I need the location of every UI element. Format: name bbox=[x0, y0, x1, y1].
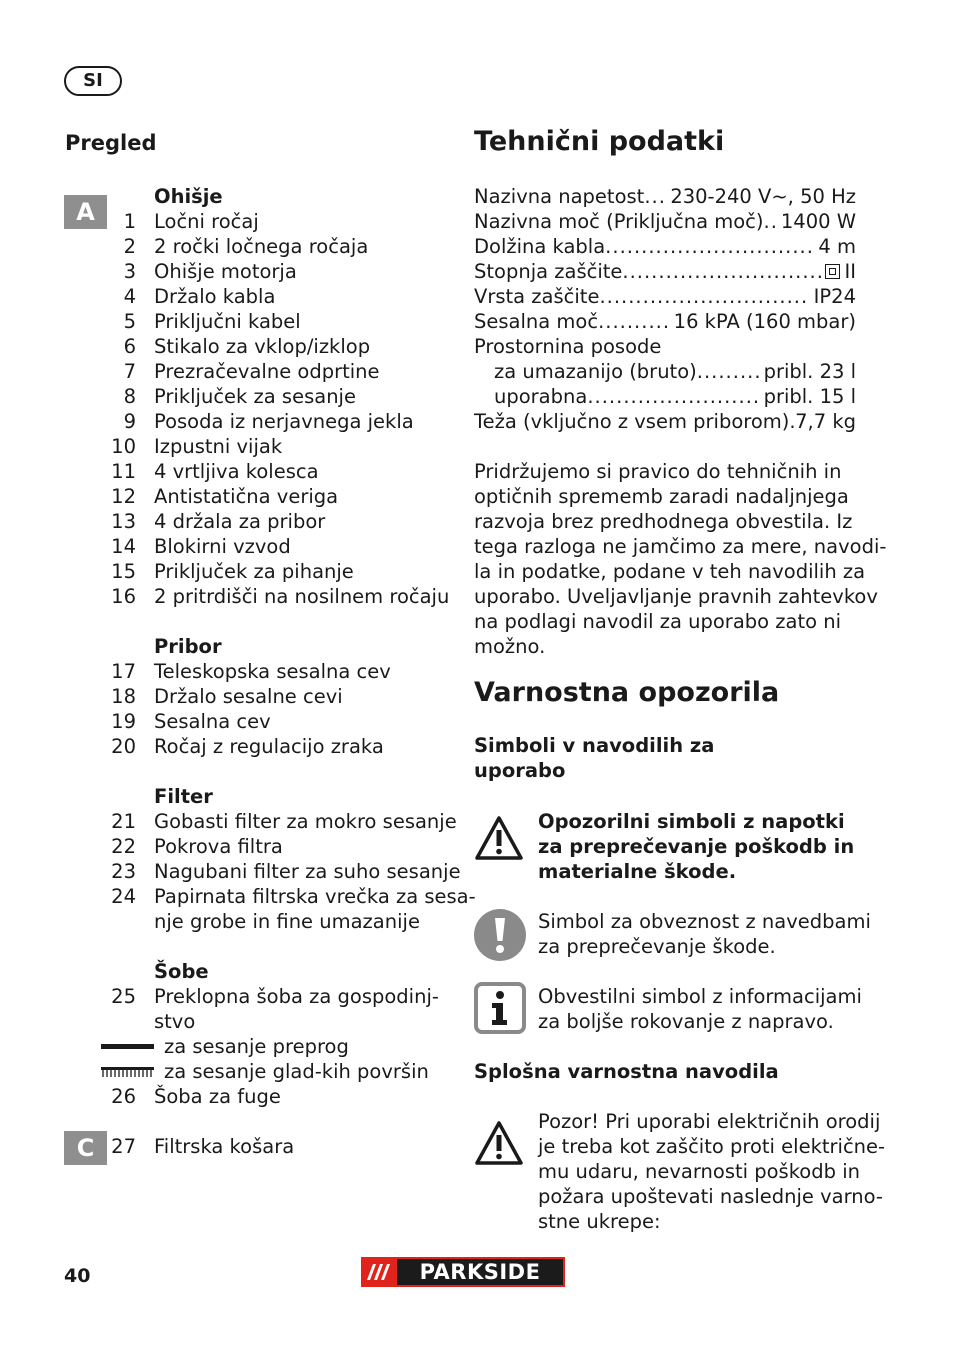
spec-label: Nazivna moč (Priključna moč) bbox=[474, 210, 764, 233]
item-text: Šoba za fuge bbox=[154, 1085, 281, 1108]
general-safety-block bbox=[474, 1109, 886, 1234]
leader-dots bbox=[644, 184, 665, 209]
info-symbol-block bbox=[474, 984, 862, 1038]
list-item bbox=[100, 384, 450, 409]
item-text: Nagubani filter za suho sesanje bbox=[154, 860, 461, 883]
disclaimer-paragraph bbox=[474, 459, 887, 659]
item-number: 6 bbox=[123, 335, 136, 358]
item-text: 2 pritrdišči na nosilnem ročaju bbox=[154, 585, 450, 608]
item-number: 20 bbox=[111, 735, 136, 758]
text-line: stne ukrepe: bbox=[538, 1210, 661, 1233]
item-number: 12 bbox=[111, 485, 136, 508]
item-text: Držalo kabla bbox=[154, 285, 276, 308]
spec-value: II bbox=[844, 260, 856, 283]
warning-symbol-block bbox=[474, 809, 856, 884]
item-number: 2 bbox=[123, 235, 136, 258]
item-text: Posoda iz nerjavnega jekla bbox=[154, 410, 414, 433]
spec-value: pribl. 15 l bbox=[763, 385, 856, 408]
exclamation-circle-icon bbox=[474, 909, 526, 961]
list-item bbox=[100, 984, 450, 1009]
list-item bbox=[100, 884, 476, 909]
item-number: 14 bbox=[111, 535, 136, 558]
list-item bbox=[100, 534, 450, 559]
item-text: Držalo sesalne cevi bbox=[154, 685, 343, 708]
item-number: 13 bbox=[111, 510, 136, 533]
spec-row bbox=[474, 234, 856, 259]
carpet-mode-row bbox=[100, 1034, 450, 1059]
item-number: 5 bbox=[123, 310, 136, 333]
disclaimer-line: na podlagi navodil za uporabo zato ni bbox=[474, 610, 842, 633]
spec-value: 16 kPA (160 mbar) bbox=[673, 310, 856, 333]
list-item bbox=[100, 859, 461, 884]
item-number: 23 bbox=[111, 860, 136, 883]
info-icon bbox=[474, 982, 526, 1034]
item-text: Priključek za sesanje bbox=[154, 385, 356, 408]
disclaimer-line: optičnih sprememb zaradi nadaljnjega bbox=[474, 485, 849, 508]
spec-label: za umazanijo (bruto) bbox=[494, 360, 697, 383]
item-number: 19 bbox=[111, 710, 136, 733]
protection-class-ii-icon bbox=[825, 264, 840, 279]
item-number: 8 bbox=[123, 385, 136, 408]
list-item-continuation: stvo bbox=[154, 1010, 196, 1033]
leader-dots bbox=[622, 259, 823, 284]
spec-row bbox=[474, 184, 856, 209]
brand-logo bbox=[361, 1257, 565, 1287]
item-text: Antistatična veriga bbox=[154, 485, 339, 508]
spec-label: Sesalna moč bbox=[474, 310, 599, 333]
item-text: Papirnata filtrska vrečka za sesa- bbox=[154, 885, 476, 908]
text-line: požara upoštevati naslednje varno- bbox=[538, 1185, 883, 1208]
symbols-subtitle bbox=[474, 733, 856, 783]
spec-row bbox=[474, 259, 856, 284]
list-item bbox=[100, 484, 450, 509]
symbols-subtitle-line: uporabo bbox=[474, 759, 566, 782]
disclaimer-line: tega razloga ne jamčimo za mere, navodi- bbox=[474, 535, 887, 558]
item-number: 15 bbox=[111, 560, 136, 583]
leader-dots bbox=[587, 384, 758, 409]
item-text: Teleskopska sesalna cev bbox=[154, 660, 391, 683]
leader-dots bbox=[598, 309, 669, 334]
list-item bbox=[100, 584, 450, 609]
spec-value: 4 m bbox=[818, 235, 856, 258]
text-line: za preprečevanje škode. bbox=[538, 935, 776, 958]
disclaimer-line: možno. bbox=[474, 635, 546, 658]
spec-label: uporabna bbox=[494, 385, 588, 408]
item-text: Filtrska košara bbox=[154, 1135, 295, 1158]
section-badge-a: A bbox=[64, 195, 107, 229]
item-number: 1 bbox=[123, 210, 136, 233]
symbols-subtitle-line: Simboli v navodilih za bbox=[474, 734, 715, 757]
list-item bbox=[100, 259, 450, 284]
spec-value: pribl. 23 l bbox=[763, 360, 856, 383]
spec-label: Stopnja zaščite bbox=[474, 260, 623, 283]
list-item bbox=[100, 509, 450, 534]
spec-row bbox=[474, 409, 856, 434]
item-number: 26 bbox=[111, 1085, 136, 1108]
warning-symbol-text bbox=[538, 809, 856, 884]
overview-heading: Pregled bbox=[65, 131, 157, 155]
list-item bbox=[100, 709, 450, 734]
spec-row bbox=[474, 359, 856, 384]
item-text: Ohišje motorja bbox=[154, 260, 297, 283]
tech-spec-table bbox=[474, 184, 856, 434]
leader-dots bbox=[697, 359, 759, 384]
spec-value: 1400 W bbox=[780, 210, 856, 233]
logo-stripes-icon bbox=[361, 1257, 397, 1287]
section-badge-c: C bbox=[64, 1131, 107, 1165]
list-item bbox=[100, 834, 450, 859]
spec-label: Vrsta zaščite bbox=[474, 285, 600, 308]
carpet-mode-label: za sesanje preprog bbox=[164, 1035, 349, 1058]
item-number: 25 bbox=[111, 985, 136, 1008]
info-symbol-text bbox=[538, 984, 862, 1038]
text-line: Obvestilni simbol z informacijami bbox=[538, 985, 862, 1008]
text-line: materialne škode. bbox=[538, 860, 737, 883]
list-item bbox=[100, 359, 450, 384]
item-text: Prezračevalne odprtine bbox=[154, 360, 380, 383]
list-item bbox=[100, 309, 450, 334]
mandatory-symbol-text bbox=[538, 909, 871, 965]
item-number: 3 bbox=[123, 260, 136, 283]
spec-label: Teža (vključno z vsem priborom) bbox=[474, 410, 790, 433]
logo-text: PARKSIDE bbox=[397, 1259, 563, 1285]
carpet-mode-icon bbox=[101, 1044, 154, 1049]
smooth-floor-mode-row bbox=[100, 1059, 450, 1084]
list-item bbox=[100, 209, 450, 234]
list-item bbox=[100, 1134, 450, 1159]
list-item bbox=[100, 459, 450, 484]
general-safety-subtitle: Splošna varnostna navodila bbox=[474, 1060, 779, 1083]
item-text: Izpustni vijak bbox=[154, 435, 283, 458]
text-line: je treba kot zaščito proti električne- bbox=[538, 1135, 886, 1158]
spec-row bbox=[474, 309, 856, 334]
spec-label: Dolžina kabla bbox=[474, 235, 606, 258]
item-number: 24 bbox=[111, 885, 136, 908]
warning-triangle-icon bbox=[474, 1120, 524, 1166]
disclaimer-line: razvoja brez predhodnega obvestila. Iz bbox=[474, 510, 853, 533]
disclaimer-line: Pridržujemo si pravico do tehničnih in bbox=[474, 460, 842, 483]
item-text: Blokirni vzvod bbox=[154, 535, 291, 558]
disclaimer-line: la in podatke, podane v teh navodilih za bbox=[474, 560, 866, 583]
group-title-nozzles: Šobe bbox=[154, 960, 209, 983]
list-item bbox=[100, 684, 450, 709]
item-text: Ročaj z regulacijo zraka bbox=[154, 735, 384, 758]
item-number: 21 bbox=[111, 810, 136, 833]
list-item bbox=[100, 659, 450, 684]
tech-data-title: Tehnični podatki bbox=[474, 126, 725, 157]
text-line: Opozorilni simboli z napotki bbox=[538, 810, 845, 833]
text-line: Simbol za obveznost z navedbami bbox=[538, 910, 871, 933]
spec-label: Nazivna napetost bbox=[474, 185, 645, 208]
list-item bbox=[100, 734, 450, 759]
item-text: Gobasti filter za mokro sesanje bbox=[154, 810, 457, 833]
list-item bbox=[100, 234, 450, 259]
item-text: Pokrova filtra bbox=[154, 835, 283, 858]
safety-warnings-title: Varnostna opozorila bbox=[474, 677, 780, 708]
spec-row bbox=[474, 384, 856, 409]
volume-label: Prostornina posode bbox=[474, 335, 662, 358]
item-number: 4 bbox=[123, 285, 136, 308]
leader-dots bbox=[605, 234, 813, 259]
text-line: Pozor! Pri uporabi električnih orodij bbox=[538, 1110, 881, 1133]
group-title-filter: Filter bbox=[154, 785, 213, 808]
spec-value: 230-240 V~, 50 Hz bbox=[670, 185, 856, 208]
item-text: Priključek za pihanje bbox=[154, 560, 354, 583]
text-line: mu udaru, nevarnosti poškodb in bbox=[538, 1160, 860, 1183]
item-number: 27 bbox=[111, 1135, 136, 1158]
warning-triangle-icon bbox=[474, 815, 524, 861]
mandatory-symbol-block bbox=[474, 909, 871, 965]
leader-dots bbox=[764, 209, 776, 234]
item-text: Ločni ročaj bbox=[154, 210, 259, 233]
group-title-accessories: Pribor bbox=[154, 635, 222, 658]
item-text: Sesalna cev bbox=[154, 710, 271, 733]
smooth-floor-mode-label: za sesanje glad-kih površin bbox=[164, 1060, 429, 1083]
spec-value: 7,7 kg bbox=[795, 410, 856, 433]
item-number: 10 bbox=[111, 435, 136, 458]
item-number: 11 bbox=[111, 460, 136, 483]
spec-row bbox=[474, 209, 856, 234]
text-line: za boljše rokovanje z napravo. bbox=[538, 1010, 834, 1033]
item-text: 4 vrtljiva kolesca bbox=[154, 460, 319, 483]
item-text: Priključni kabel bbox=[154, 310, 301, 333]
list-item bbox=[100, 1084, 450, 1109]
text-line: za preprečevanje poškodb in bbox=[538, 835, 855, 858]
group-title-housing: Ohišje bbox=[154, 185, 223, 208]
item-number: 9 bbox=[123, 410, 136, 433]
language-badge: SI bbox=[64, 66, 122, 96]
item-text: 2 ročki ločnega ročaja bbox=[154, 235, 369, 258]
item-text: Preklopna šoba za gospodinj- bbox=[154, 985, 439, 1008]
page-number: 40 bbox=[64, 1265, 91, 1287]
brush-bristles-icon bbox=[101, 1067, 154, 1077]
spec-value: IP24 bbox=[813, 285, 856, 308]
spec-row bbox=[474, 334, 856, 359]
list-item bbox=[100, 409, 450, 434]
list-item-continuation: nje grobe in fine umazanije bbox=[154, 910, 420, 933]
list-item bbox=[100, 559, 450, 584]
item-text: 4 držala za pribor bbox=[154, 510, 326, 533]
item-number: 16 bbox=[111, 585, 136, 608]
list-item bbox=[100, 284, 450, 309]
list-item bbox=[100, 334, 450, 359]
spec-row bbox=[474, 284, 856, 309]
item-number: 22 bbox=[111, 835, 136, 858]
item-text: Stikalo za vklop/izklop bbox=[154, 335, 371, 358]
list-item bbox=[100, 809, 457, 834]
item-number: 7 bbox=[123, 360, 136, 383]
item-number: 17 bbox=[111, 660, 136, 683]
general-safety-text bbox=[538, 1109, 885, 1234]
leader-dots bbox=[599, 284, 808, 309]
list-item bbox=[100, 434, 450, 459]
parts-list bbox=[100, 184, 476, 1159]
disclaimer-line: uporabo. Uveljavljanje pravnih zahtevkov bbox=[474, 585, 878, 608]
item-number: 18 bbox=[111, 685, 136, 708]
